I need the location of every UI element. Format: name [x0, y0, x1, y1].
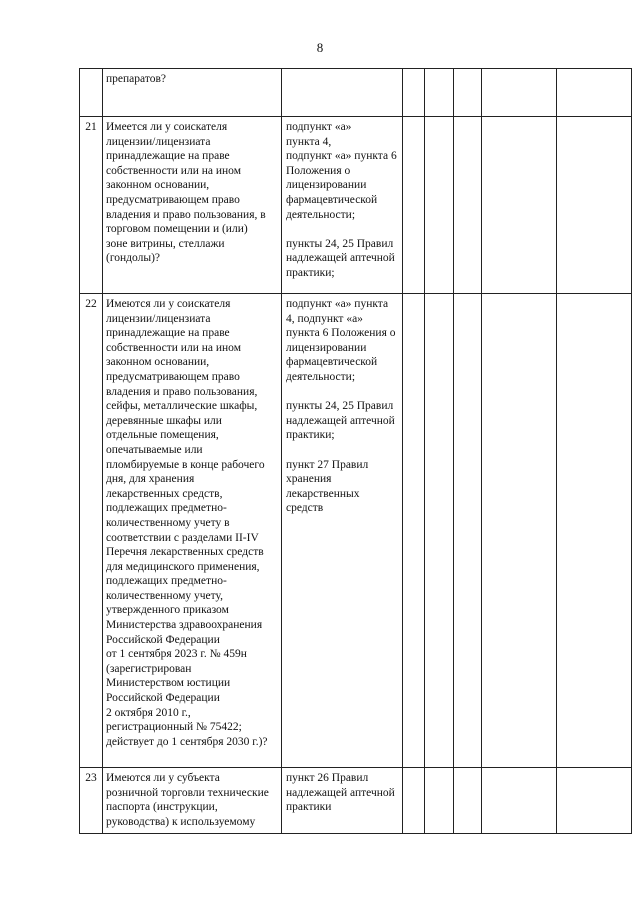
reference-line: надлежащей аптечной [286, 252, 395, 265]
reference-line: подпункт «а» пункта 6 [286, 150, 397, 163]
question-line: отдельные помещения, [106, 429, 219, 442]
empty-answer-cell [403, 117, 425, 294]
question-line: Министерством юстиции [106, 677, 231, 690]
reference-line: практики [286, 801, 332, 814]
question-line: Российской Федерации [106, 633, 220, 646]
empty-answer-cell [425, 294, 454, 768]
question-line: владения и право пользования, [106, 385, 258, 398]
question-line: собственности или на ином [106, 341, 241, 354]
question-line: принадлежащие на праве [106, 327, 230, 340]
reference-line [286, 385, 400, 400]
question-line: собственности или на ином [106, 164, 241, 177]
question-line: соответствии с разделами II-IV [106, 531, 259, 544]
reference-line: пункты 24, 25 Правил [286, 400, 394, 413]
question-line: розничной торговли технические [106, 786, 269, 799]
question-line: зоне витрины, стеллажи [106, 237, 225, 250]
reference-line: хранения [286, 473, 332, 486]
row-number-cell [80, 69, 103, 117]
reference-line: 4, подпункт «а» [286, 312, 363, 325]
question-line: (гондолы)? [106, 252, 161, 265]
reference-line: Положения о [286, 164, 351, 177]
question-line: предусматривающем право [106, 193, 240, 206]
empty-answer-cell [454, 117, 482, 294]
question-line: Имеются ли у субъекта [106, 772, 220, 784]
question-line: регистрационный № 75422; [106, 721, 242, 734]
question-line: деревянные шкафы или [106, 414, 222, 427]
empty-answer-cell [557, 117, 632, 294]
row-number: 21 [85, 121, 97, 133]
question-line: принадлежащие на праве [106, 150, 230, 163]
empty-answer-cell [482, 294, 557, 768]
question-line: владения и право пользования, в [106, 208, 266, 221]
question-line: (зарегистрирован [106, 662, 192, 675]
empty-answer-cell [557, 294, 632, 768]
question-line: лицензии/лицензиата [106, 135, 211, 148]
empty-answer-cell [482, 69, 557, 117]
reference-line: надлежащей аптечной [286, 786, 395, 799]
reference-line: подпункт «а» [286, 121, 352, 133]
reference-cell [282, 768, 403, 834]
empty-answer-cell [403, 69, 425, 117]
reference-line: лицензировании [286, 341, 367, 354]
question-line: Министерства здравоохранения [106, 619, 263, 632]
question-line: лицензии/лицензиата [106, 312, 211, 325]
question-line: Имеются ли у соискателя [106, 298, 231, 310]
question-line: Имеется ли у соискателя [106, 121, 228, 133]
question-line: действует до 1 сентября 2030 г.)? [106, 735, 268, 748]
empty-answer-cell [425, 69, 454, 117]
empty-answer-cell [425, 768, 454, 834]
question-line: подлежащих предметно- [106, 502, 227, 515]
question-cell [103, 69, 282, 117]
question-line: законном основании, [106, 356, 210, 369]
reference-line: лицензировании [286, 179, 367, 192]
question-line: для медицинского применения, [106, 560, 260, 573]
empty-answer-cell [557, 768, 632, 834]
row-number-cell [80, 294, 103, 768]
reference-cell [282, 69, 403, 117]
empty-answer-cell [425, 117, 454, 294]
empty-answer-cell [403, 294, 425, 768]
reference-line: фармацевтической [286, 356, 378, 369]
empty-answer-cell [454, 69, 482, 117]
question-line: дня, для хранения [106, 473, 195, 486]
question-line: 2 октября 2010 г., [106, 706, 191, 719]
reference-line: лекарственных [286, 487, 360, 500]
reference-line: деятельности; [286, 208, 356, 221]
question-cell [103, 117, 282, 294]
question-line: Российской Федерации [106, 692, 220, 705]
empty-answer-cell [482, 768, 557, 834]
reference-line: пункта 4, [286, 135, 332, 148]
reference-line [286, 222, 400, 237]
question-line: пломбируемые в конце рабочего [106, 458, 265, 471]
question-line: опечатываемые или [106, 443, 203, 456]
empty-answer-cell [454, 768, 482, 834]
reference-line: средств [286, 502, 324, 515]
reference-line: деятельности; [286, 370, 356, 383]
row-number: 22 [85, 298, 97, 310]
reference-line [286, 443, 400, 458]
row-number-cell [80, 117, 103, 294]
question-line: сейфы, металлические шкафы, [106, 400, 258, 413]
row-number: 23 [85, 772, 97, 784]
question-line: подлежащих предметно- [106, 575, 227, 588]
reference-line: пункт 26 Правил [286, 772, 369, 784]
question-line: предусматривающем право [106, 370, 240, 383]
empty-answer-cell [403, 768, 425, 834]
question-cell [103, 768, 282, 834]
empty-answer-cell [557, 69, 632, 117]
question-line: паспорта (инструкции, [106, 801, 218, 814]
reference-line: надлежащей аптечной [286, 414, 395, 427]
question-line: утвержденного приказом [106, 604, 229, 617]
question-line: Перечня лекарственных средств [106, 546, 264, 559]
reference-line: практики; [286, 429, 335, 442]
empty-answer-cell [454, 294, 482, 768]
question-line: законном основании, [106, 179, 210, 192]
question-line: количественному учету, [106, 589, 223, 602]
reference-cell [282, 294, 403, 768]
reference-cell [282, 117, 403, 294]
question-line: препаратов? [106, 73, 166, 85]
empty-answer-cell [482, 117, 557, 294]
row-number-cell [80, 768, 103, 834]
question-line: количественному учету в [106, 516, 230, 529]
question-line: руководства) к используемому [106, 815, 256, 828]
reference-line: пункта 6 Положения о [286, 327, 396, 340]
table-row [80, 117, 632, 294]
question-line: лекарственных средств, [106, 487, 223, 500]
reference-line: пункты 24, 25 Правил [286, 237, 394, 250]
reference-line: практики; [286, 266, 335, 279]
reference-line: пункт 27 Правил [286, 458, 369, 471]
checklist-table [79, 68, 632, 834]
reference-line: фармацевтической [286, 193, 378, 206]
question-cell [103, 294, 282, 768]
table-row [80, 69, 632, 117]
question-line: от 1 сентября 2023 г. № 459н [106, 648, 247, 661]
question-line: торговом помещении и (или) [106, 223, 248, 236]
table-row [80, 768, 632, 834]
reference-line: подпункт «а» пункта [286, 298, 389, 310]
table-row [80, 294, 632, 768]
page-number: 8 [316, 40, 324, 55]
